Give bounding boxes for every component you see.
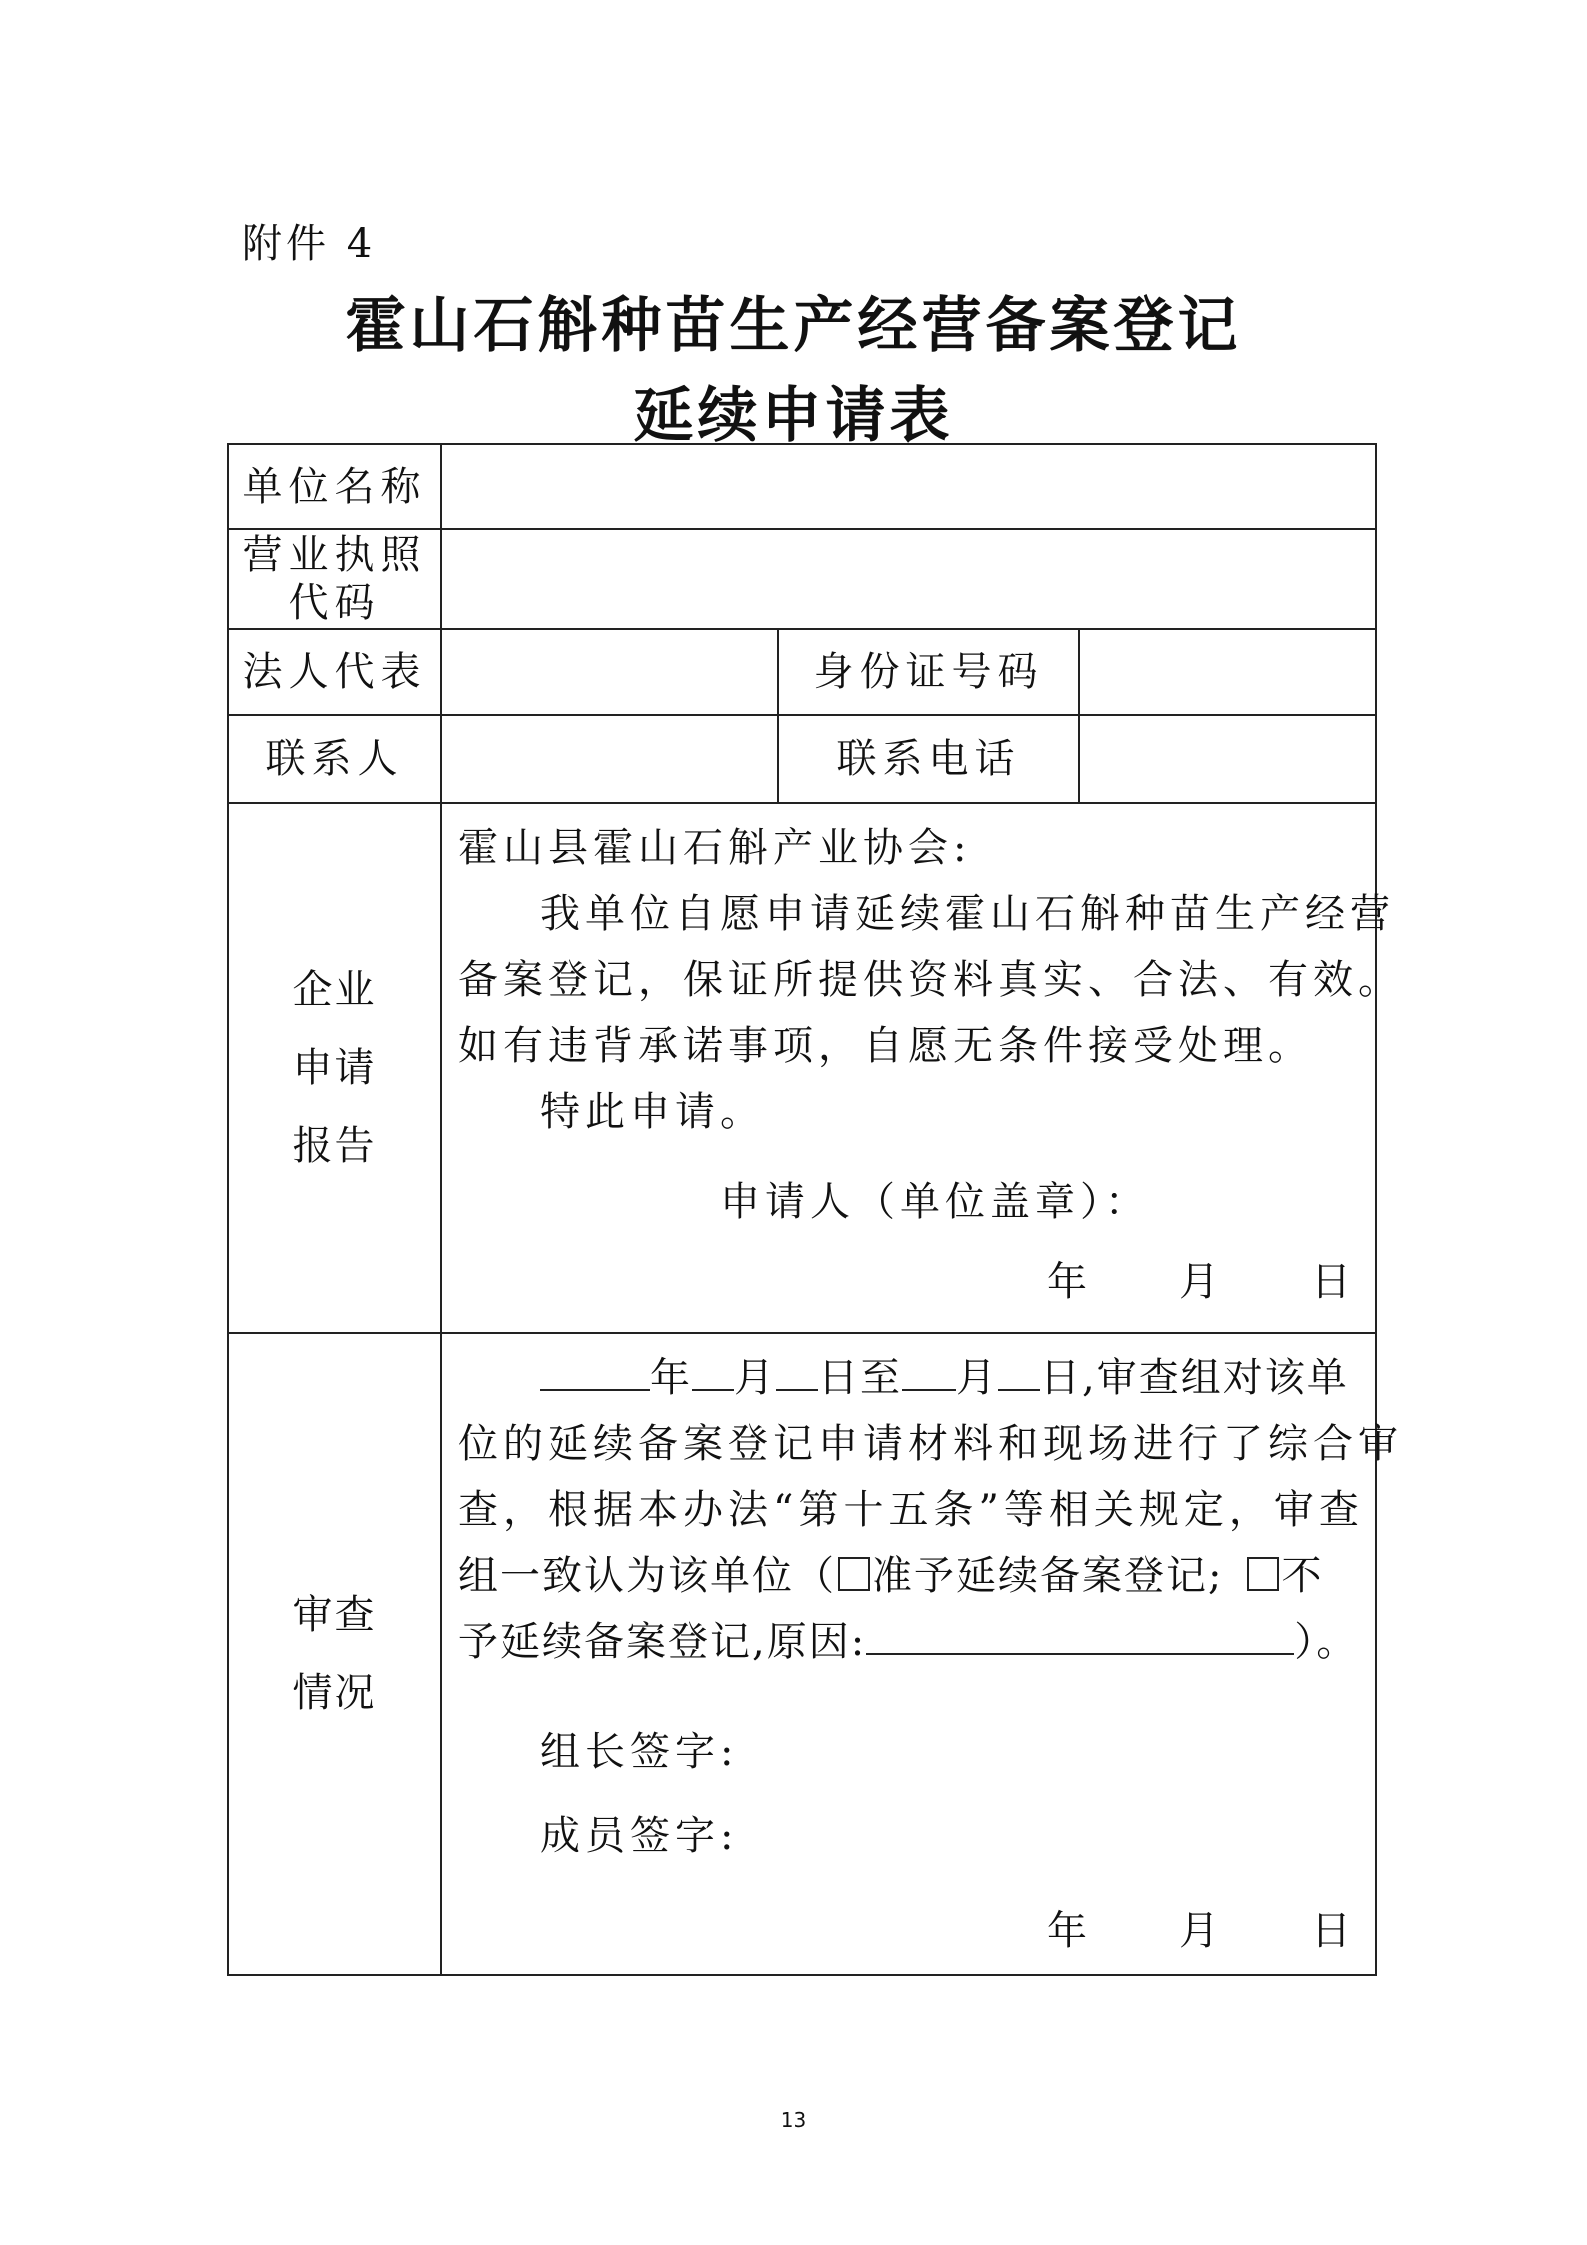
license-code-label bbox=[228, 529, 441, 629]
form-title-line2: 延续申请表 bbox=[633, 381, 954, 451]
page-number: 13 bbox=[780, 2108, 807, 2132]
approve-checkbox[interactable] bbox=[838, 1557, 870, 1591]
end-month-label: 月 bbox=[956, 1355, 998, 1401]
application-label-2: 申请 bbox=[292, 1045, 377, 1091]
reject-option-label: 不 bbox=[1281, 1553, 1324, 1599]
legal-rep-field[interactable] bbox=[441, 629, 778, 715]
license-code-field[interactable] bbox=[441, 529, 1376, 629]
application-form-table bbox=[227, 443, 1403, 1976]
end-day-blank[interactable] bbox=[998, 1353, 1040, 1391]
application-report-label bbox=[228, 803, 441, 1333]
review-label-2: 情况 bbox=[292, 1670, 377, 1716]
id-number-label: 身份证号码 bbox=[778, 629, 1079, 715]
application-date: 年 月 日 bbox=[1047, 1259, 1356, 1305]
contact-person-label: 联系人 bbox=[228, 715, 441, 803]
application-text-2: 备案登记，保证所提供资料真实、合法、有效。 bbox=[458, 957, 1403, 1003]
application-text-4: 特此申请。 bbox=[540, 1089, 765, 1135]
review-text-2: 位的延续备案登记申请材料和现场进行了综合审 bbox=[458, 1421, 1403, 1467]
review-text-1-tail: 日,审查组对该单 bbox=[1040, 1355, 1349, 1401]
review-text-5 bbox=[458, 1610, 1358, 1667]
approve-option-label: 准予延续备案登记; bbox=[872, 1553, 1224, 1599]
id-number-field[interactable] bbox=[1079, 629, 1376, 715]
review-text-5-tail: ）。 bbox=[1294, 1619, 1359, 1665]
reject-checkbox[interactable] bbox=[1247, 1557, 1279, 1591]
reject-reason-label: 予延续备案登记,原因: bbox=[458, 1619, 867, 1665]
leader-signature-label: 组长签字: bbox=[540, 1729, 739, 1775]
day-blank[interactable] bbox=[776, 1353, 818, 1391]
review-status-label bbox=[228, 1333, 441, 1975]
contact-phone-label: 联系电话 bbox=[778, 715, 1079, 803]
review-text-3: 查，根据本办法“第十五条”等相关规定，审查 bbox=[458, 1487, 1364, 1533]
reject-reason-blank[interactable] bbox=[866, 1617, 1294, 1655]
application-text-1: 我单位自愿申请延续霍山石斛种苗生产经营 bbox=[540, 891, 1395, 937]
license-code-label-line2: 代码 bbox=[288, 580, 381, 626]
applicant-signature-label: 申请人（单位盖章）： bbox=[720, 1179, 1150, 1225]
review-label-1: 审查 bbox=[292, 1592, 377, 1638]
unit-name-field[interactable] bbox=[441, 444, 1376, 529]
review-content bbox=[441, 1333, 1403, 1975]
legal-rep-label: 法人代表 bbox=[228, 629, 441, 715]
application-label-3: 报告 bbox=[292, 1123, 377, 1169]
application-report-content bbox=[441, 803, 1403, 1333]
review-date: 年 月 日 bbox=[1047, 1908, 1356, 1954]
license-code-label-line1: 营业执照 bbox=[242, 532, 427, 578]
year-blank[interactable] bbox=[540, 1353, 650, 1391]
month-label: 月 bbox=[734, 1355, 776, 1401]
review-text-4-a: 组一致认为该单位（ bbox=[458, 1553, 836, 1599]
member-signature-label: 成员签字: bbox=[540, 1813, 739, 1859]
unit-name-label: 单位名称 bbox=[228, 444, 441, 529]
year-label: 年 bbox=[650, 1355, 692, 1401]
month-blank[interactable] bbox=[692, 1353, 734, 1391]
application-label-1: 企业 bbox=[292, 967, 377, 1013]
form-title-line1: 霍山石斛种苗生产经营备案登记 bbox=[345, 291, 1242, 361]
contact-phone-field[interactable] bbox=[1079, 715, 1376, 803]
addressee: 霍山县霍山石斛产业协会: bbox=[458, 825, 972, 871]
end-month-blank[interactable] bbox=[902, 1353, 956, 1391]
attachment-label: 附件 4 bbox=[242, 221, 377, 267]
review-text-1 bbox=[540, 1346, 1349, 1403]
review-text-4 bbox=[458, 1544, 1323, 1601]
day-to-label: 日至 bbox=[818, 1355, 902, 1401]
contact-person-field[interactable] bbox=[441, 715, 778, 803]
application-text-3: 如有违背承诺事项，自愿无条件接受处理。 bbox=[458, 1023, 1313, 1069]
